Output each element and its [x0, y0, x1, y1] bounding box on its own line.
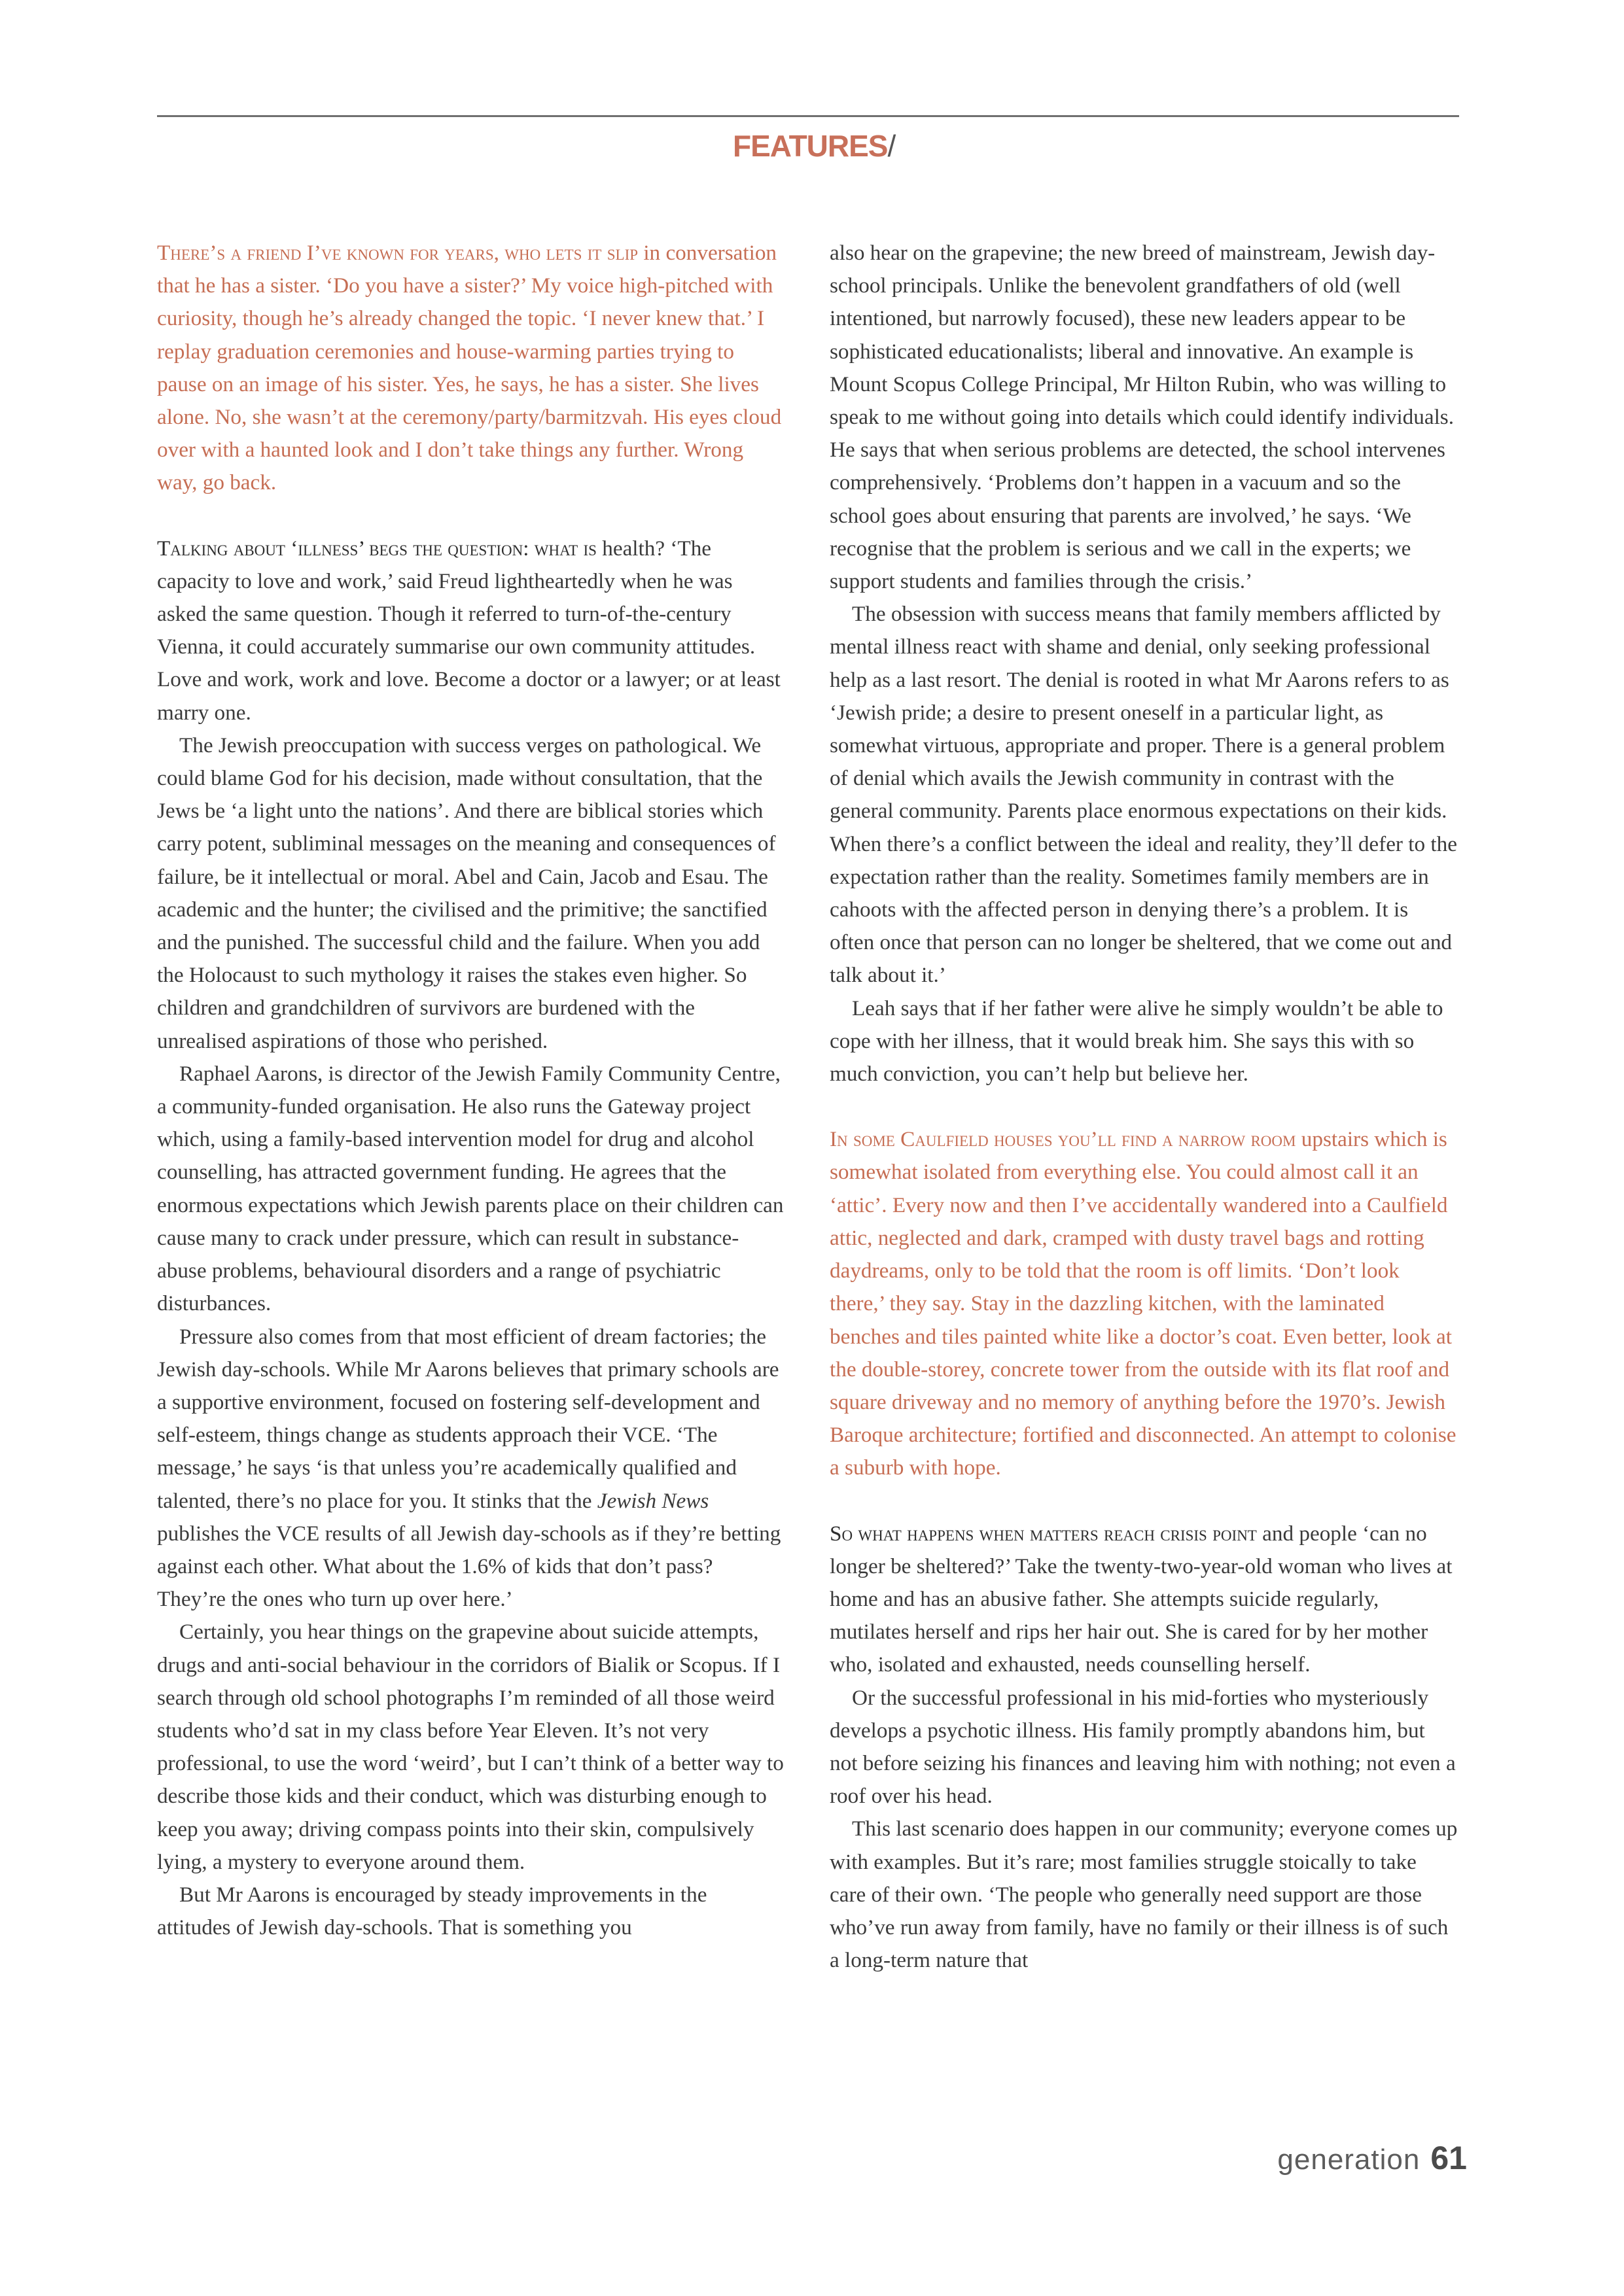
body-paragraph: Leah says that if her father were alive he simply wouldn’t be able to cope with her illness, that it would break him. She says this with so much conviction, you can’t help but believe her.	[830, 996, 1443, 1087]
paragraph-body: upstairs which is somewhat isolated from everything else. You could almost call it an ‘attic’. Every now and then I’ve accidentally wandered into a Caulfield attic, neglected and dark, cramped with dusty travel bags and rotting daydreams, only to be told that the room is off limits. ‘Don’t look there,’ they say. Stay in the dazzling kitchen, with the laminated benches and tiles painted white like a doctor’s coat. Even better, look at the double-storey, concrete tower from the outside with its flat roof and square driveway and no memory of anything before the 1970’s. Jewish Baroque architecture; fortified and disconnected. An attempt to colonise a suburb with hope.	[830, 1127, 1456, 1480]
page-number: 61	[1430, 2140, 1467, 2176]
body-paragraph: also hear on the grapevine; the new breed of mainstream, Jewish day-school principals. Unlike the benevolent grandfathers of old (well intentioned, but narrowly focused), these new leaders appear to be sophisticated educationalists; liberal and innovative. An example is Mount Scopus College Principal, Mr Hilton Rubin, who was willing to speak to me without going into details which could identify individuals. He says that when serious problems are detected, the school intervenes comprehensively. ‘Problems don’t happen in a vacuum and so the school goes about ensuring that parents are involved,’ he says. ‘We recognise that the problem is serious and we call in the experts; we support students and families through the crisis.’	[830, 241, 1455, 594]
section-lead-in: Talking about ‘illness’ begs the question: what is	[157, 536, 597, 561]
intro-lead-in: There’s a friend I’ve known for years, who lets it slip	[157, 241, 639, 265]
body-paragraph	[157, 532, 785, 729]
section-lead-in: So what happens when matters reach crisis point	[830, 1521, 1257, 1546]
paragraph-body: and people ‘can no longer be sheltered?’ Take the twenty-two-year-old woman who lives at home and has an abusive father. She attempts suicide regularly, mutilates herself and rips her hair out. She is cared for by her mother who, isolated and exhausted, needs counselling herself.	[830, 1521, 1453, 1677]
section-slash: /	[887, 129, 896, 163]
body-paragraph: But Mr Aarons is encouraged by steady improvements in the attitudes of Jewish day-schools. That is something you	[157, 1882, 707, 1940]
body-paragraph	[830, 1518, 1458, 1682]
section-lead-in: In some Caulfield houses you’ll find a narrow room	[830, 1127, 1296, 1152]
pull-section-paragraph	[830, 1123, 1458, 1484]
paragraph-body: health? ‘The capacity to love and work,’ said Freud lightheartedly when he was asked the same question. Though it referred to turn-of-the-century Vienna, it could accurately summarise our own community attitudes. Love and work, work and love. Become a doctor or a lawyer; or at least marry one.	[157, 536, 781, 725]
left-column	[157, 237, 785, 1944]
top-rule	[157, 115, 1459, 117]
body-paragraph: Raphael Aarons, is director of the Jewish Family Community Centre, a community-funded organisation. He also runs the Gateway project which, using a family-based intervention model for drug and alcohol counselling, has attracted government funding. He agrees that the enormous expectations which Jewish parents place on their children can cause many to crack under pressure, which can result in substance-abuse problems, behavioural disorders and a range of psychiatric disturbances.	[157, 1061, 784, 1316]
publication-title: Jewish News	[597, 1488, 709, 1513]
page-footer	[1277, 2139, 1467, 2177]
intro-body: in conversation that he has a sister. ‘Do you have a sister?’ My voice high-pitched with curiosity, though he’s already changed the topic. ‘I never knew that.’ I replay graduation ceremonies and house-warming parties trying to pause on an image of his sister. Yes, he says, he has a sister. She lives alone. No, she wasn’t at the ceremony/party/barmitzvah. His eyes cloud over with a haunted look and I don’t take things any further. Wrong way, go back.	[157, 241, 782, 495]
publication-name: generation	[1277, 2144, 1421, 2176]
right-column	[830, 237, 1458, 1977]
section-header	[733, 128, 916, 164]
intro-paragraph	[157, 237, 785, 500]
paragraph-text: publishes the VCE results of all Jewish day-schools as if they’re betting against each other. What about the 1.6% of kids that don’t pass? They’re the ones who turn up over here.’	[157, 1521, 781, 1612]
body-paragraph: The obsession with success means that family members afflicted by mental illness react with shame and denial, only seeking professional help as a last resort. The denial is rooted in what Mr Aarons refers to as ‘Jewish pride; a desire to present oneself in a particular light, as somewhat virtuous, appropriate and proper. There is a general problem of denial which avails the Jewish community in contrast with the general community. Parents place enormous expectations on their kids. When there’s a conflict between the ideal and reality, they’ll defer to the expectation rather than the reality. Sometimes family members are in cahoots with the affected person in denying there’s a problem. It is often once that person can no longer be sheltered, that we come out and talk about it.’	[830, 602, 1457, 988]
section-title: FEATURES	[733, 129, 888, 163]
body-paragraph: The Jewish preoccupation with success verges on pathological. We could blame God for his decision, made without consultation, that the Jews be ‘a light unto the nations’. And there are biblical stories which carry potent, subliminal messages on the meaning and consequences of failure, be it intellectual or moral. Abel and Cain, Jacob and Esau. The academic and the hunter; the civilised and the primitive; the sanctified and the punished. The successful child and the failure. When you add the Holocaust to such mythology it raises the stakes even higher. So children and grandchildren of survivors are burdened with the unrealised aspirations of those who perished.	[157, 733, 776, 1053]
paragraph-text: Pressure also comes from that most efficient of dream factories; the Jewish day-schools. While Mr Aarons believes that primary schools are a supportive environment, focused on fostering self-development and self-esteem, things change as students approach their VCE. ‘The message,’ he says ‘is that unless you’re academically qualified and talented, there’s no place for you. It stinks that the	[157, 1324, 779, 1513]
body-paragraph	[157, 1321, 785, 1616]
body-paragraph: Or the successful professional in his mid-forties who mysteriously develops a psychotic illness. His family promptly abandons him, but not before seizing his finances and leaving him with nothing; not even a roof over his head.	[830, 1685, 1456, 1809]
body-paragraph: Certainly, you hear things on the grapevine about suicide attempts, drugs and anti-social behaviour in the corridors of Bialik or Scopus. If I search through old school photographs I’m reminded of all those weird students who’d sat in my class before Year Eleven. It’s not very professional, to use the word ‘weird’, but I can’t think of a better way to describe those kids and their conduct, which was disturbing enough to keep you away; driving compass points into their skin, compulsively lying, a mystery to everyone around them.	[157, 1620, 784, 1874]
body-paragraph: This last scenario does happen in our community; everyone comes up with examples. But it’s rare; most families struggle stoically to take care of their own. ‘The people who generally need support are those who’ve run away from family, have no family or their illness is of such a long-term nature that	[830, 1817, 1458, 1973]
